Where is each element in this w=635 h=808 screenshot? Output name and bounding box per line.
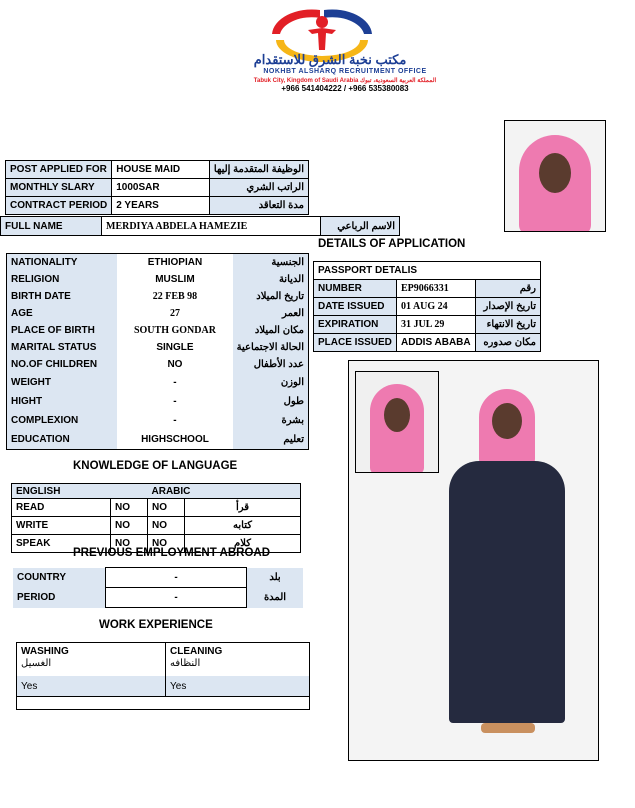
marital-label: MARITAL STATUS (7, 339, 118, 356)
write-english: NO (111, 517, 148, 535)
nationality-value: ETHIOPIAN (117, 254, 232, 272)
weight-label: WEIGHT (7, 373, 118, 392)
passport-photo (504, 120, 606, 232)
complexion-value: - (117, 411, 232, 430)
personal-table (6, 253, 309, 450)
height-label: HIGHT (7, 392, 118, 411)
weight-value: - (117, 373, 232, 392)
religion-value: MUSLIM (117, 271, 232, 288)
contract-value: 2 YEARS (112, 197, 210, 215)
passport-number-value: EP9066331 (397, 280, 476, 298)
education-label: EDUCATION (7, 430, 118, 450)
country-label: COUNTRY (13, 568, 106, 588)
full-name-label: FULL NAME (1, 217, 102, 236)
marital-label-ar: الحالة الاجتماعية (233, 339, 309, 356)
figure-dress (449, 461, 565, 723)
religion-label: RELIGION (7, 271, 118, 288)
cleaning-header (166, 643, 310, 677)
education-label-ar: تعليم (233, 430, 309, 450)
children-value: NO (117, 356, 232, 373)
period-label: PERIOD (13, 588, 106, 608)
language-title: KNOWLEDGE OF LANGUAGE (73, 460, 238, 472)
date-issued-label: DATE ISSUED (314, 298, 397, 316)
read-english: NO (111, 499, 148, 517)
full-name-value: MERDIYA ABDELA HAMEZIE (102, 217, 321, 236)
company-phones: +966 541404222 / +966 535380083 (281, 84, 409, 93)
write-label-ar: كتابه (185, 517, 301, 535)
contract-label: CONTRACT PERIOD (6, 197, 112, 215)
position-row-post (6, 161, 309, 179)
language-english-header: ENGLISH (12, 484, 148, 499)
age-value: 27 (117, 305, 232, 322)
details-title: DETAILS OF APPLICATION (318, 238, 466, 250)
place-issued-label-ar: مكان صدوره (476, 334, 541, 352)
complexion-label: COMPLEXION (7, 411, 118, 430)
figure-feet (481, 723, 535, 733)
speak-english: NO (111, 535, 148, 553)
position-table (5, 160, 309, 215)
cleaning-label: CLEANING (170, 646, 223, 657)
write-arabic: NO (148, 517, 185, 535)
birth-date-label: BIRTH DATE (7, 288, 118, 305)
complexion-label-ar: بشرة (233, 411, 309, 430)
read-label: READ (12, 499, 111, 517)
country-value: - (106, 568, 247, 588)
company-address: Tabuk City, Kingdom of Saudi Arabia المملكة العربية السعودية، تبوك (253, 78, 437, 84)
washing-label: WASHING (21, 646, 69, 657)
work-title: WORK EXPERIENCE (99, 619, 213, 631)
children-label-ar: عدد الأطفال (233, 356, 309, 373)
speak-arabic: NO (148, 535, 185, 553)
passport-table (313, 261, 541, 352)
salary-label: MONTHLY SLARY (6, 179, 112, 197)
period-value: - (106, 588, 247, 608)
place-issued-label: PLACE ISSUED (314, 334, 397, 352)
passport-title: PASSPORT DETALIS (314, 262, 541, 280)
passport-number-label-ar: رقم (476, 280, 541, 298)
washing-header (17, 643, 166, 677)
period-label-ar: المدة (247, 588, 304, 608)
washing-value: Yes (17, 676, 166, 697)
full-name-label-ar: الاسم الرباعي (321, 217, 400, 236)
nationality-label-ar: الجنسية (233, 254, 309, 272)
headshot-inset-photo (355, 371, 439, 473)
height-label-ar: طول (233, 392, 309, 411)
post-value: HOUSE MAID (112, 161, 210, 179)
company-name-arabic: مكتب نخبة الشرق للاستقدام (253, 52, 407, 67)
cleaning-label-ar: النظافه (170, 658, 201, 669)
marital-value: SINGLE (117, 339, 232, 356)
children-label: NO.OF CHILDREN (7, 356, 118, 373)
read-label-ar: قرأ (185, 499, 301, 517)
place-issued-value: ADDIS ABABA (397, 334, 476, 352)
expiration-label: EXPIRATION (314, 316, 397, 334)
passport-number-label: NUMBER (314, 280, 397, 298)
education-value: HIGHSCHOOL (117, 430, 232, 450)
contract-label-ar: مدة التعاقد (209, 197, 308, 215)
date-issued-value: 01 AUG 24 (397, 298, 476, 316)
read-arabic: NO (148, 499, 185, 517)
post-label: POST APPLIED FOR (6, 161, 112, 179)
nationality-label: NATIONALITY (7, 254, 118, 272)
birth-place-label-ar: مكان الميلاد (233, 322, 309, 339)
language-arabic-header: ARABIC (148, 484, 301, 499)
full-name-table (0, 216, 400, 236)
weight-label-ar: الوزن (233, 373, 309, 392)
write-label: WRITE (12, 517, 111, 535)
employment-title: PREVIOUS EMPLOYMENT ABROAD (73, 547, 271, 559)
employment-table (13, 567, 303, 608)
figure-face (492, 403, 522, 439)
date-issued-label-ar: تاريخ الإصدار (476, 298, 541, 316)
age-label-ar: العمر (233, 305, 309, 322)
speak-label-ar: كلام (185, 535, 301, 553)
post-label-ar: الوظيفة المتقدمة إليها (209, 161, 308, 179)
full-body-photo (348, 360, 599, 761)
age-label: AGE (7, 305, 118, 322)
expiration-label-ar: تاريخ الانتهاء (476, 316, 541, 334)
speak-label: SPEAK (12, 535, 111, 553)
position-row-contract (6, 197, 309, 215)
birth-date-label-ar: تاريخ الميلاد (233, 288, 309, 305)
washing-label-ar: الغسيل (21, 658, 52, 669)
company-name-english: NOKHBT ALSHARQ RECRUITMENT OFFICE (263, 68, 427, 75)
height-value: - (117, 392, 232, 411)
language-table (11, 483, 301, 553)
expiration-value: 31 JUL 29 (397, 316, 476, 334)
birth-place-label: PLACE OF BIRTH (7, 322, 118, 339)
cleaning-value: Yes (166, 676, 310, 697)
country-label-ar: بلد (247, 568, 304, 588)
position-row-salary (6, 179, 309, 197)
birth-date-value: 22 FEB 98 (117, 288, 232, 305)
religion-label-ar: الديانة (233, 271, 309, 288)
work-table (16, 642, 310, 710)
salary-value: 1000SAR (112, 179, 210, 197)
salary-label-ar: الراتب الشري (209, 179, 308, 197)
birth-place-value: SOUTH GONDAR (117, 322, 232, 339)
